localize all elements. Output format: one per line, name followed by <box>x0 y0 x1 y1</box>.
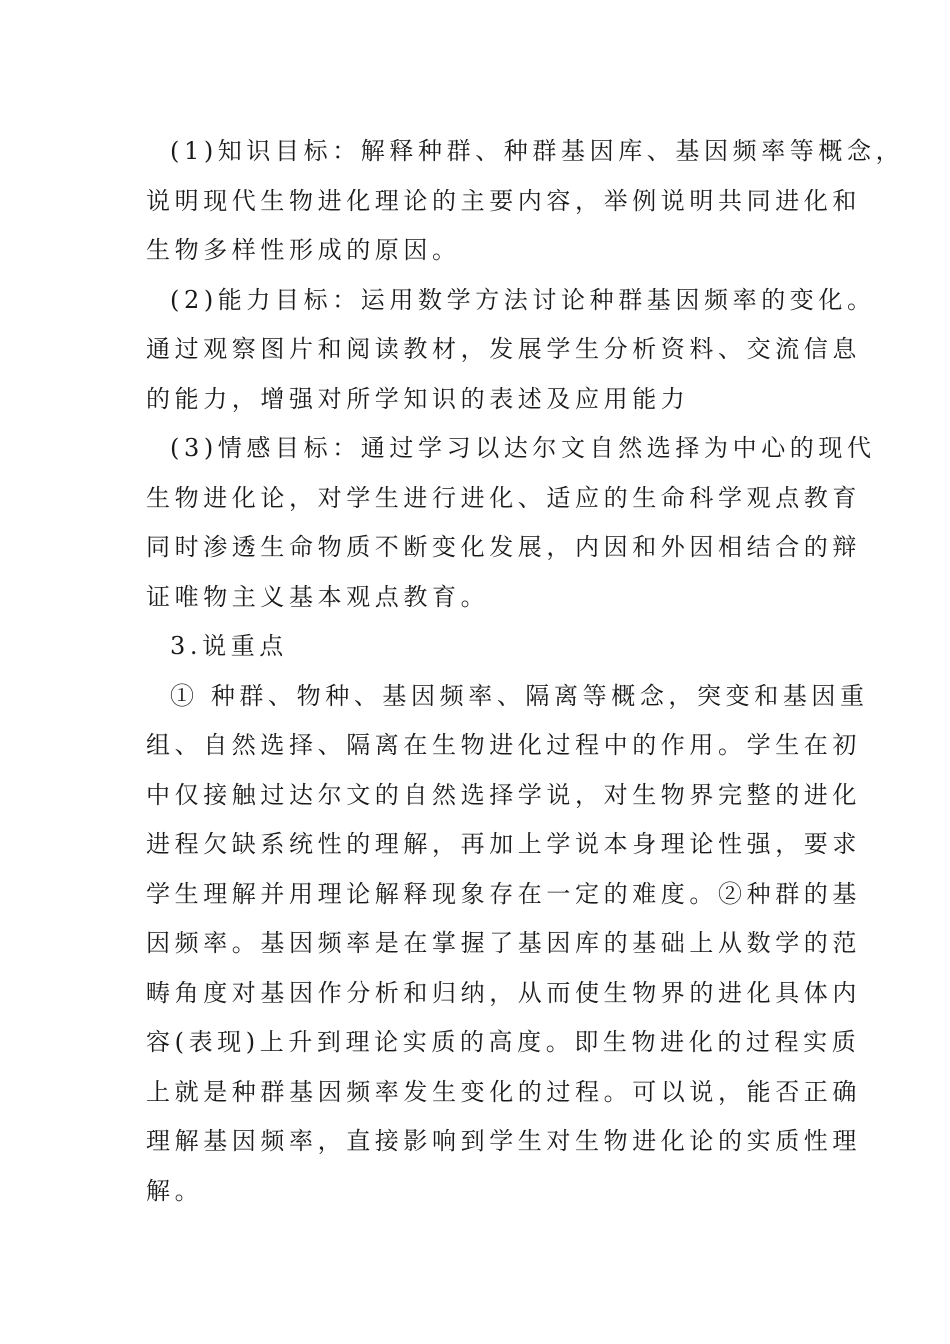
key-points-line-9: 上就是种群基因频率发生变化的过程。可以说，能否正确 <box>146 1077 861 1106</box>
objective-knowledge-line-1: (1)知识目标：解释种群、种群基因库、基因频率等概念， <box>170 137 905 165</box>
key-points-line-8: 容(表现)上升到理论实质的高度。即生物进化的过程实质 <box>146 1028 861 1056</box>
document-body <box>146 127 905 1216</box>
objective-ability-line-3: 的能力，增强对所学知识的表述及应用能力 <box>146 384 690 413</box>
key-points-line-7: 畴角度对基因作分析和归纳，从而使生物界的进化具体内 <box>146 978 861 1007</box>
key-points-line-11: 解。 <box>146 1176 204 1205</box>
key-points-line-5: 学生理解并用理论解释现象存在一定的难度。②种群的基 <box>146 879 861 908</box>
key-points-line-1: ① 种群、物种、基因频率、隔离等概念，突变和基因重 <box>170 681 869 710</box>
key-points-line-6: 因频率。基因频率是在掌握了基因库的基础上从数学的范 <box>146 929 861 957</box>
key-points-line-3: 中仅接触过达尔文的自然选择学说，对生物界完整的进化 <box>146 780 861 809</box>
objective-emotion-line-4: 证唯物主义基本观点教育。 <box>146 582 490 611</box>
key-points-line-10: 理解基因频率，直接影响到学生对生物进化论的实质性理 <box>146 1127 861 1155</box>
key-points-line-4: 进程欠缺系统性的理解，再加上学说本身理论性强，要求 <box>146 830 861 858</box>
objective-ability-line-2: 通过观察图片和阅读教材，发展学生分析资料、交流信息 <box>146 335 861 363</box>
objective-emotion-line-2: 生物进化论，对学生进行进化、适应的生命科学观点教育 <box>146 483 861 512</box>
objective-emotion-line-1: (3)情感目标：通过学习以达尔文自然选择为中心的现代 <box>170 434 876 462</box>
objective-knowledge-line-2: 说明现代生物进化理论的主要内容，举例说明共同进化和 <box>146 186 861 215</box>
key-points-line-2: 组、自然选择、隔离在生物进化过程中的作用。学生在初 <box>146 731 861 759</box>
objective-knowledge-line-3: 生物多样性形成的原因。 <box>146 236 461 264</box>
objective-emotion-line-3: 同时渗透生命物质不断变化发展，内因和外因相结合的辩 <box>146 533 861 561</box>
objective-ability-line-1: (2)能力目标：运用数学方法讨论种群基因频率的变化。 <box>170 285 876 314</box>
section-heading-key-points: 3.说重点 <box>170 632 288 660</box>
